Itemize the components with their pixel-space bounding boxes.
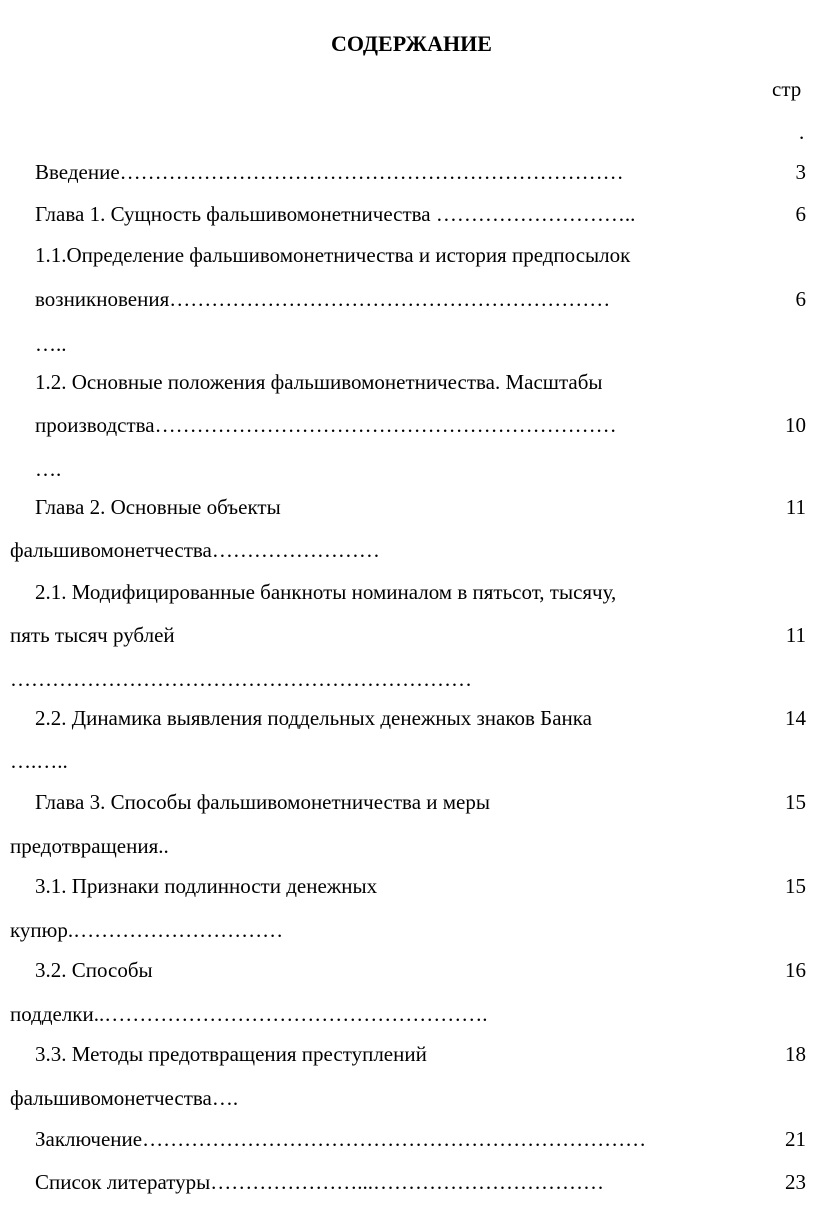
toc-entry-chapter-2-line: фальшивомонетчества…………………… [10,538,380,562]
toc-page-number: 6 [795,287,806,311]
toc-entry-3-3-line: фальшивомонетчества…. [10,1086,239,1110]
toc-entry-1-2-line: …. [35,457,62,481]
page-column-header: стр [772,77,802,101]
toc-page-number: 21 [785,1127,806,1151]
toc-page-number: 3 [795,160,806,184]
toc-entry-1-1-line: 1.1.Определение фальшивомонетничества и история предпосылок [35,243,631,267]
toc-entry-chapter-2-line: Глава 2. Основные объекты [35,495,281,519]
toc-entry-3-2-line: подделки..………………………………………………. [10,1002,488,1026]
toc-entry-2-1-line: ………………………………………………………… [10,667,472,691]
toc-entry-3-1-line: купюр.………………………… [10,918,284,942]
toc-entry-bibliography: Список литературы…………………...…………………………… [35,1170,605,1194]
toc-entry-3-3-line: 3.3. Методы предотвращения преступлений [35,1042,427,1066]
toc-entry-conclusion: Заключение……………………………………………………………… [35,1127,647,1151]
toc-page-number: 18 [785,1042,806,1066]
toc-entry-chapter-1: Глава 1. Сущность фальшивомонетничества ……………………….. [35,202,636,226]
toc-entry-2-1-line: 2.1. Модифицированные банкноты номиналом в пятьсот, тысячу, [35,580,617,604]
toc-entry-1-1-line: возникновения……………………………………………………… [35,287,611,311]
toc-entry-1-1-line: ….. [35,332,67,356]
toc-entry-2-2-line: 2.2. Динамика выявления поддельных денежных знаков Банка [35,706,592,730]
toc-page-number: 11 [785,623,806,647]
toc-entry-3-1-line: 3.1. Признаки подлинности денежных [35,874,378,898]
toc-page-number: 10 [785,413,806,437]
toc-entry-3-2-line: 3.2. Способы [35,958,153,982]
toc-page-number: 15 [785,790,806,814]
toc-entry-2-2-line: ….….. [10,749,68,773]
toc-entry-intro: Введение……………………………………………………………… [35,160,624,184]
toc-page-number: 11 [785,495,806,519]
toc-page-number: 14 [785,706,806,730]
toc-entry-1-2-line: производства………………………………………………………… [35,413,617,437]
page-column-header-dot: . [799,120,805,144]
toc-entry-chapter-3-line: Глава 3. Способы фальшивомонетничества и меры [35,790,490,814]
toc-page-number: 16 [785,958,806,982]
toc-entry-1-2-line: 1.2. Основные положения фальшивомонетничества. Масштабы [35,370,603,394]
toc-page-number: 6 [795,202,806,226]
page-title: СОДЕРЖАНИЕ [331,31,492,56]
toc-page-number: 23 [785,1170,806,1194]
toc-entry-chapter-3-line: предотвращения.. [10,834,169,858]
toc-entry-2-1-line: пять тысяч рублей [10,623,175,647]
toc-page-number: 15 [785,874,806,898]
